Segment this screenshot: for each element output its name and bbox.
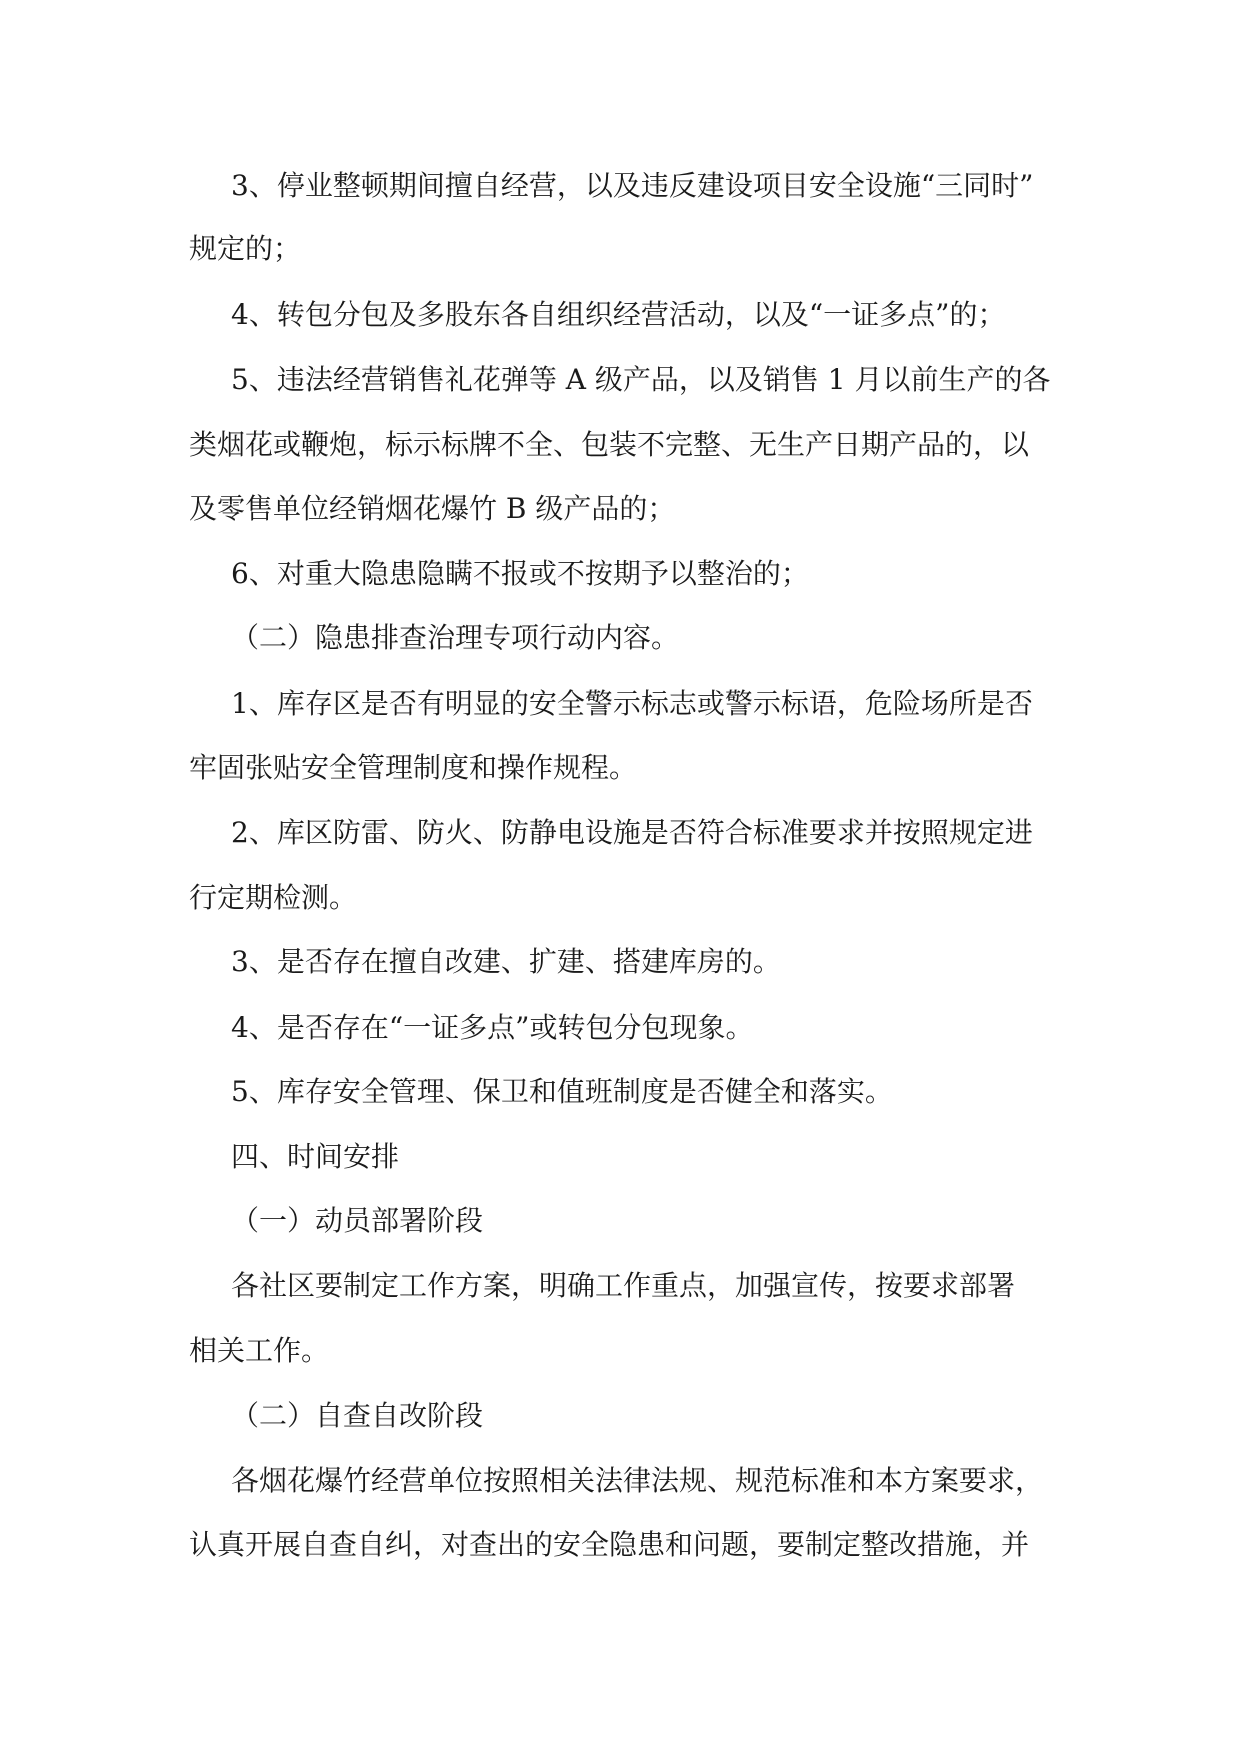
paragraph-line: 类烟花或鞭炮，标示标牌不全、包装不完整、无生产日期产品的，以 — [189, 428, 1030, 461]
paragraph-line: 4、是否存在“一证多点”或转包分包现象。 — [231, 1011, 754, 1044]
section-heading: （二）隐患排查治理专项行动内容。 — [231, 621, 680, 654]
paragraph-line: 5、库存安全管理、保卫和值班制度是否健全和落实。 — [231, 1075, 893, 1108]
paragraph-line: 相关工作。 — [189, 1334, 330, 1367]
section-heading: （二）自查自改阶段 — [231, 1399, 484, 1432]
paragraph-line: 行定期检测。 — [189, 881, 358, 914]
section-heading: （一）动员部署阶段 — [231, 1204, 484, 1237]
paragraph-line: 各社区要制定工作方案，明确工作重点，加强宣传，按要求部署 — [231, 1269, 1016, 1302]
paragraph-line: 认真开展自查自纠，对查出的安全隐患和问题，要制定整改措施，并 — [189, 1528, 1030, 1561]
paragraph-line: 3、停业整顿期间擅自经营，以及违反建设项目安全设施“三同时” — [231, 169, 1034, 202]
paragraph-line: 5、违法经营销售礼花弹等 A 级产品，以及销售 1 月以前生产的各 — [231, 363, 1051, 396]
paragraph-line: 3、是否存在擅自改建、扩建、搭建库房的。 — [231, 945, 781, 978]
paragraph-line: 1、库存区是否有明显的安全警示标志或警示标语，危险场所是否 — [231, 687, 1033, 720]
paragraph-line: 各烟花爆竹经营单位按照相关法律法规、规范标准和本方案要求， — [231, 1464, 1044, 1497]
paragraph-line: 4、转包分包及多股东各自组织经营活动，以及“一证多点”的； — [231, 298, 1006, 331]
paragraph-line: 规定的； — [189, 232, 302, 265]
paragraph-line: 牢固张贴安全管理制度和操作规程。 — [189, 751, 638, 784]
section-heading: 四、时间安排 — [231, 1140, 400, 1173]
paragraph-line: 6、对重大隐患隐瞒不报或不按期予以整治的； — [231, 557, 809, 590]
paragraph-line: 及零售单位经销烟花爆竹 B 级产品的； — [189, 492, 676, 525]
paragraph-line: 2、库区防雷、防火、防静电设施是否符合标准要求并按照规定进 — [231, 816, 1033, 849]
